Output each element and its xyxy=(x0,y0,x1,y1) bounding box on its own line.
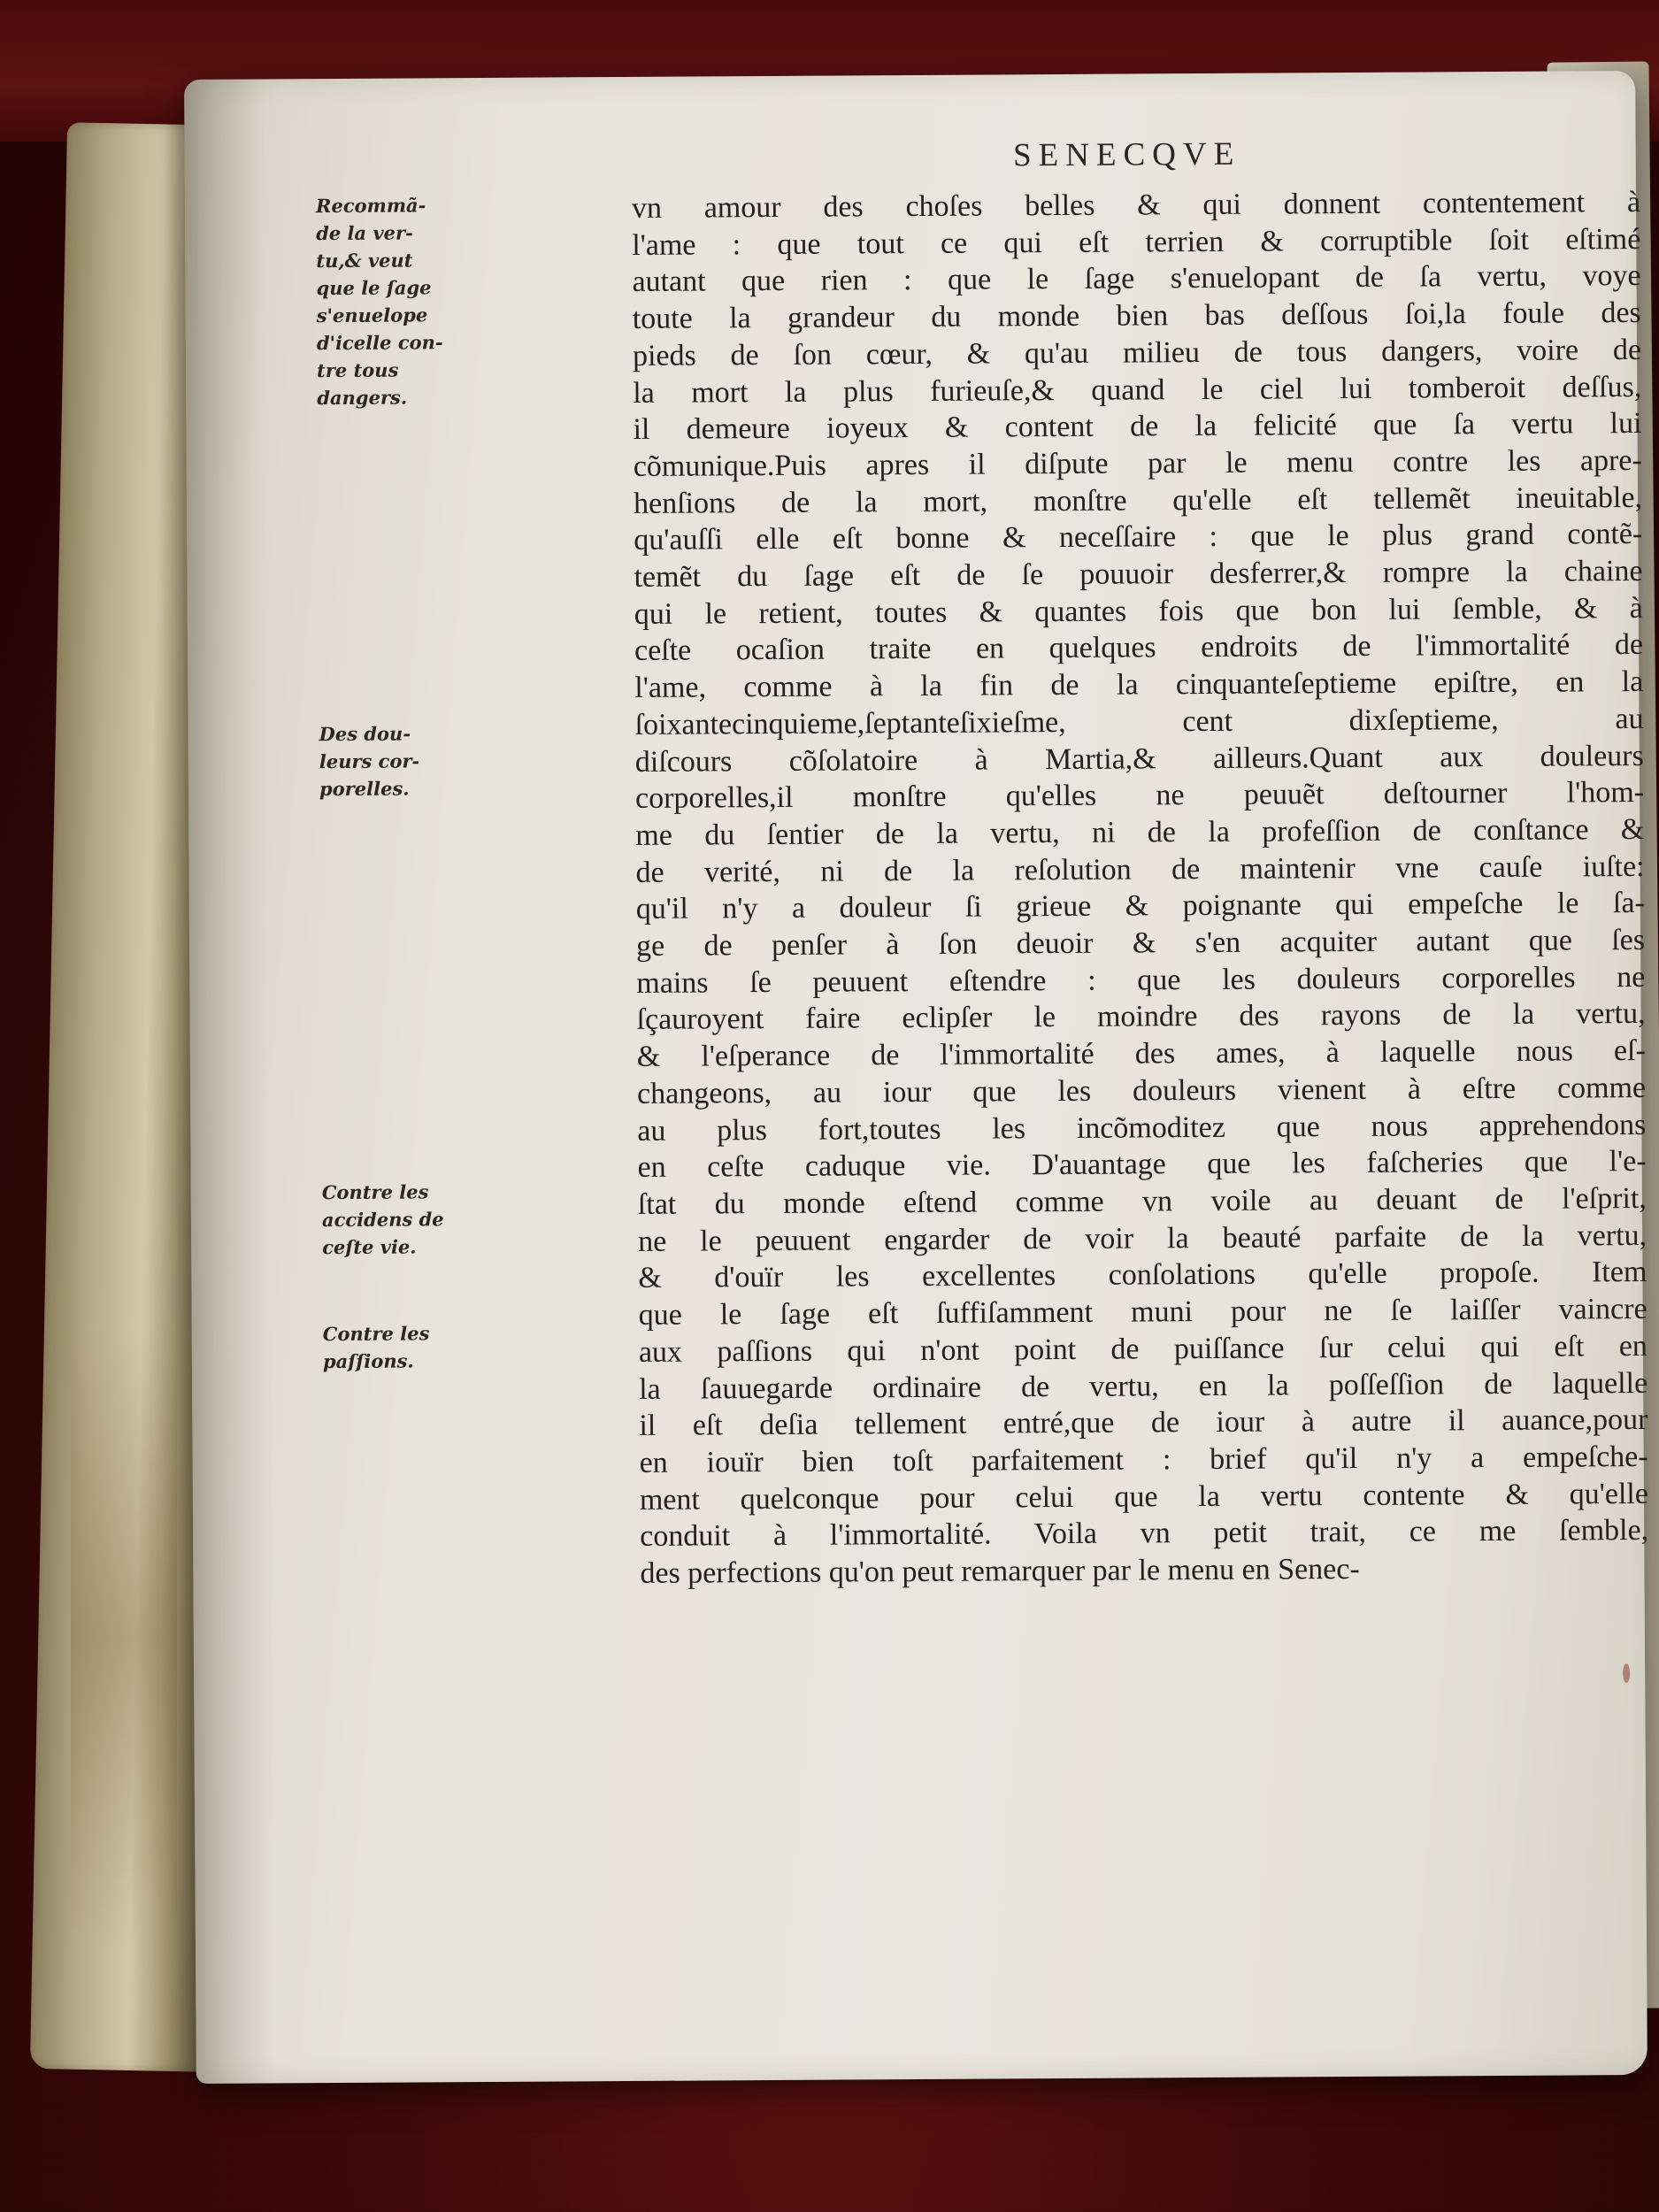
text-line: ne le peuuent engarder de voir la beauté parfaite de la vertu, xyxy=(638,1218,1647,1258)
text-line: diſcours cõſolatoire à Martia,& ailleurs.Quant aux douleurs xyxy=(634,739,1644,779)
text-line: conduit à l'immortalité. Voila vn petit trait, ce me ſemble, xyxy=(640,1514,1649,1554)
marginal-note-line: Contre les xyxy=(322,1322,430,1346)
marginal-note-line: leurs cor- xyxy=(319,749,420,773)
red-ink-spot xyxy=(1623,1663,1630,1683)
text-line: en iouïr bien toſt parfaitement : brief qu'il n'y a empeſche- xyxy=(639,1440,1648,1479)
text-line: changeons, au iour que les douleurs vienent à eſtre comme xyxy=(636,1071,1647,1110)
marginal-note-line: ceſte vie. xyxy=(322,1235,417,1259)
text-line: au plus fort,toutes les incõmoditez que nous apprehendons xyxy=(637,1108,1647,1148)
marginal-note-line: porelles. xyxy=(319,777,410,801)
marginal-note-line: d'icelle con- xyxy=(316,331,443,355)
text-line: des perfections qu'on peut remarquer par le menu en Senec- xyxy=(640,1552,1360,1590)
running-head: SENECQVE xyxy=(1012,135,1241,174)
text-line: vn amour des choſes belles & qui donnent contentement à xyxy=(631,185,1641,225)
book-page xyxy=(184,71,1647,2084)
marginal-note-line: que le ſage xyxy=(316,276,432,300)
text-line: pieds de ſon cœur, & qu'au milieu de tous dangers, voire de xyxy=(632,333,1642,373)
text-line: ment quelconque pour celui que la vertu contente & qu'elle xyxy=(639,1477,1649,1517)
text-line: aux paſſions qui n'ont point de puiſſance ſur celui qui eſt en xyxy=(638,1329,1647,1369)
marginal-note-line: Recommã- xyxy=(315,194,426,218)
text-line: me du ſentier de la vertu, ni de la profeſſion de conſtance & xyxy=(635,812,1645,852)
marginal-note xyxy=(323,1319,456,1375)
text-line: qui le retient, toutes & quantes fois que bon lui ſemble, & à xyxy=(634,591,1643,631)
marginal-note xyxy=(322,1178,456,1261)
marginal-note-line: paſſions. xyxy=(322,1349,414,1373)
marginal-note-line: s'enuelope xyxy=(316,303,428,327)
text-line: qu'auſſi elle eſt bonne & neceſſaire : que le plus grand contẽ- xyxy=(634,518,1643,557)
text-line: l'ame, comme à la fin de la cinquanteſeptieme epiſtre, en la xyxy=(634,665,1644,705)
text-line: il eſt deſia tellement entré,que de iour à autre il auance,pour xyxy=(639,1403,1648,1443)
text-line: ſoixantecinquieme,ſeptanteſixieſme, cent dixſeptieme, au xyxy=(634,702,1644,741)
marginal-note-line: accidens de xyxy=(321,1208,444,1232)
text-line: de verité, ni de la reſolution de maintenir vne cauſe iuſte: xyxy=(635,849,1645,889)
marginal-note xyxy=(316,191,450,411)
text-line: la ſauuegarde ordinaire de vertu, en la poſſeſſion de laquelle xyxy=(639,1366,1648,1406)
binding-stain xyxy=(71,1327,177,1947)
marginal-note-line: Contre les xyxy=(321,1180,429,1204)
text-line: il demeure ioyeux & content de la felicité que ſa vertu lui xyxy=(633,407,1642,447)
marginal-note-line: Des dou- xyxy=(319,722,411,746)
marginal-note xyxy=(319,719,453,803)
text-line: corporelles,il monſtre qu'elles ne peuuẽt deſtourner l'hom- xyxy=(634,776,1645,816)
text-line: toute la grandeur du monde bien bas deſſous ſoi,la foule des xyxy=(632,296,1641,336)
text-line: que le ſage eſt ſuffiſamment muni pour ne ſe laiſſer vaincre xyxy=(638,1293,1647,1333)
text-line: & d'ouïr les excellentes conſolations qu'elle propoſe. Item xyxy=(638,1256,1647,1295)
marginal-note-line: tre tous xyxy=(317,358,399,382)
marginal-note-line: de la ver- xyxy=(316,221,413,245)
text-line: en ceſte caduque vie. D'auantage que les faſcheries que l'e- xyxy=(637,1145,1647,1185)
text-line: ceſte ocaſion traite en quelques endroits de l'immortalité de xyxy=(634,628,1644,668)
marginal-note-line: tu,& veut xyxy=(316,249,413,273)
gutter-shadow xyxy=(184,79,276,2084)
text-line: qu'il n'y a douleur ſi grieue & poignante qui empeſche le ſa- xyxy=(635,887,1645,926)
text-line: la mort la plus furieuſe,& quand le ciel lui tomberoit deſſus, xyxy=(633,370,1642,410)
text-line: ge de penſer à ſon deuoir & s'en acquiter autant que ſes xyxy=(635,924,1646,963)
body-text xyxy=(632,183,1659,1592)
text-line: autant que rien : que le ſage s'enuelopant de ſa vertu, voye xyxy=(632,259,1641,299)
text-line: & l'eſperance de l'immortalité des ames, à laquelle nous eſ- xyxy=(636,1034,1646,1074)
text-line: cõmunique.Puis apres il diſpute par le menu contre les apre- xyxy=(633,443,1642,483)
marginal-note-line: dangers. xyxy=(317,386,408,410)
text-line: henſions de la mort, monſtre qu'elle eſt tellemẽt ineuitable, xyxy=(633,480,1643,520)
text-line: ſçauroyent faire eclipſer le moindre des rayons de la vertu, xyxy=(636,997,1646,1037)
text-line: l'ame : que tout ce qui eſt terrien & corruptible ſoit eſtimé xyxy=(632,222,1641,262)
text-line: mains ſe peuuent eſtendre : que les douleurs corporelles ne xyxy=(636,960,1646,1000)
text-line: temẽt du ſage eſt de ſe pouuoir desferrer,& rompre la chaine xyxy=(634,555,1643,594)
text-line: ſtat du monde eſtend comme vn voile au deuant de l'eſprit, xyxy=(637,1181,1647,1221)
